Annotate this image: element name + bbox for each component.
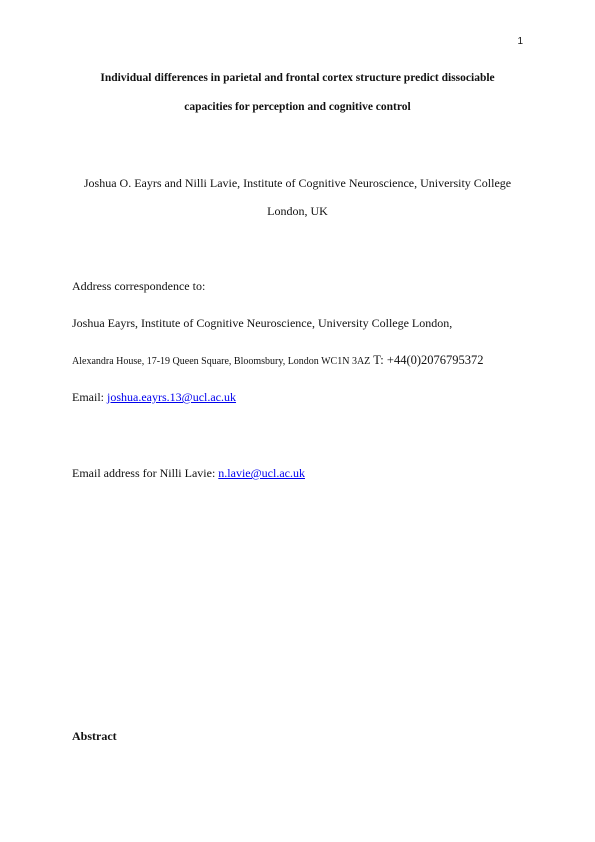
correspondence-email-line [72, 390, 236, 405]
eayrs-email-link[interactable]: joshua.eayrs.13@ucl.ac.uk [107, 390, 237, 404]
lavie-email-link[interactable]: n.lavie@ucl.ac.uk [218, 466, 305, 480]
correspondence-name: Joshua Eayrs, Institute of Cognitive Neuroscience, University College London, [72, 316, 453, 330]
correspondence-address-line [72, 353, 484, 368]
paper-title-line-2: capacities for perception and cognitive control [184, 101, 411, 113]
lavie-email-line [72, 466, 305, 481]
email-label: Email: [72, 390, 104, 404]
correspondence-phone: T: +44(0)2076795372 [373, 353, 484, 367]
lavie-email-label: Email address for Nilli Lavie: [72, 466, 216, 480]
paper-title-line-1: Individual differences in parietal and frontal cortex structure predict dissociable [100, 72, 495, 84]
authors-line-2: London, UK [267, 204, 328, 218]
authors-line-1: Joshua O. Eayrs and Nilli Lavie, Institute of Cognitive Neuroscience, University College [83, 176, 512, 190]
correspondence-label: Address correspondence to: [72, 279, 206, 293]
correspondence-address: Alexandra House, 17-19 Queen Square, Bloomsbury, London WC1N 3AZ [72, 356, 371, 367]
abstract-heading: Abstract [72, 729, 117, 743]
page-number: 1 [517, 36, 523, 47]
